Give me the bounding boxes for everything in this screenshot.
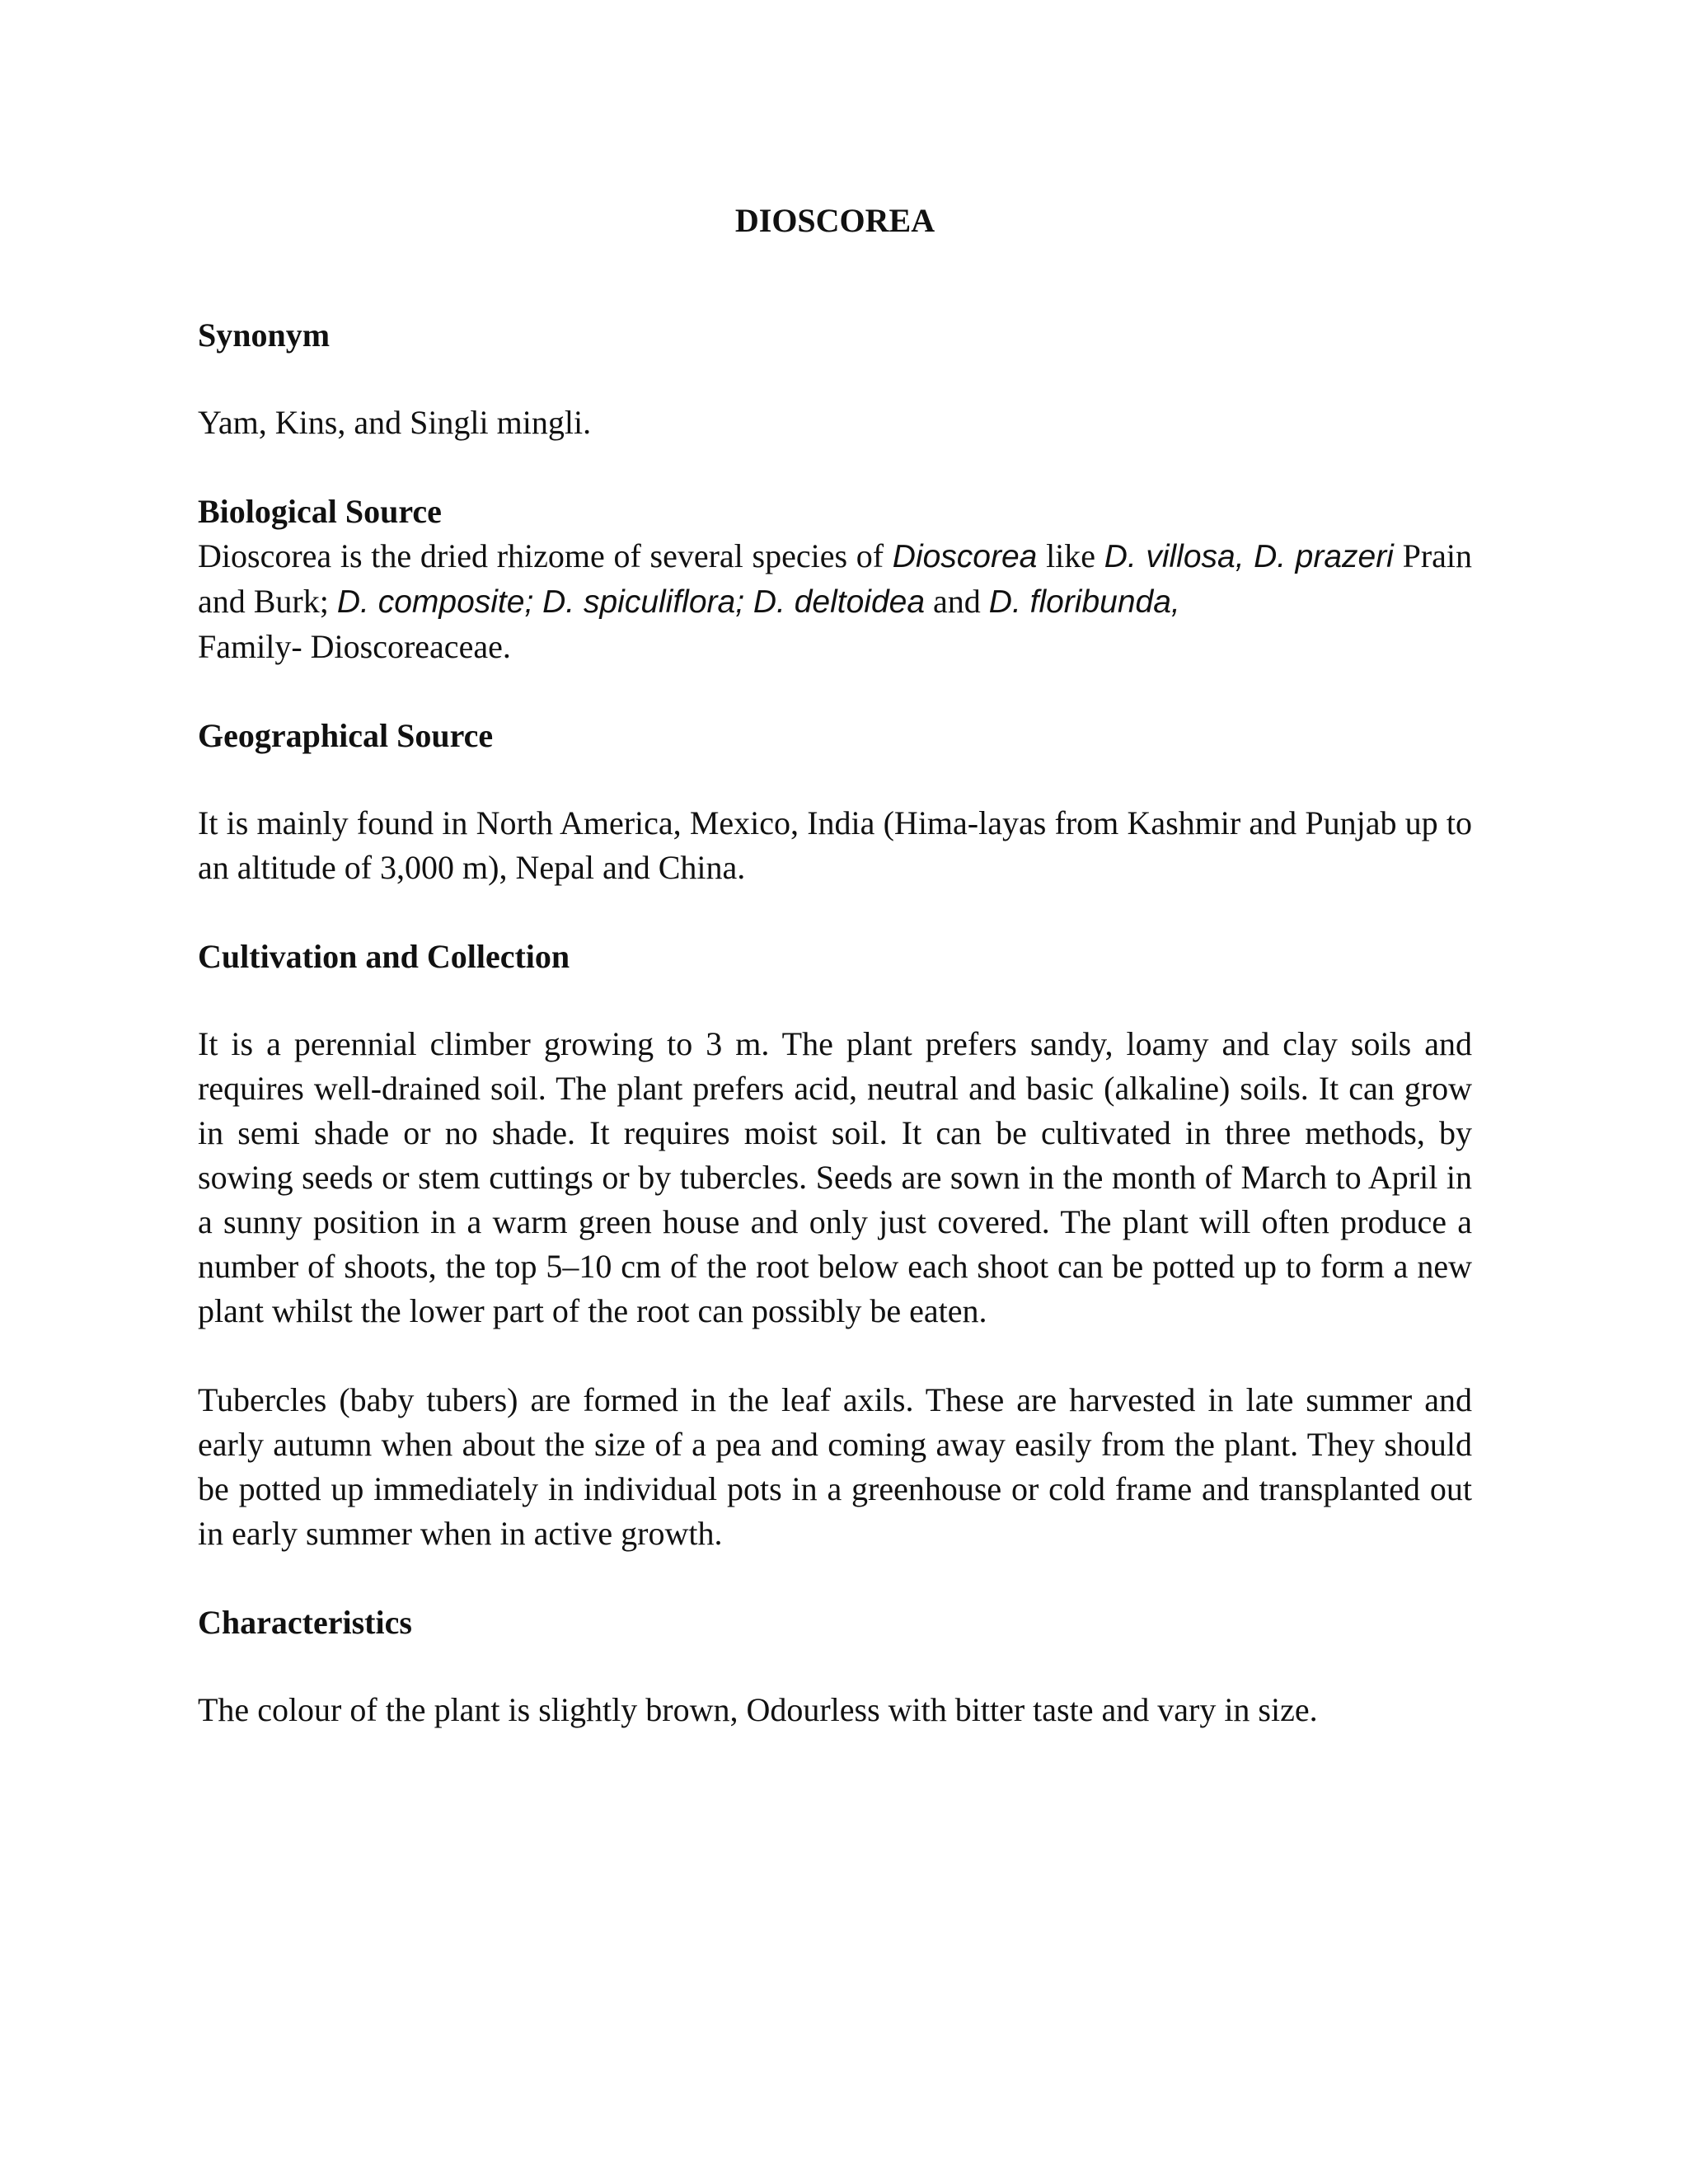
bio-species-italic-1: D. villosa, D. prazeri bbox=[1104, 539, 1394, 574]
characteristics-heading: Characteristics bbox=[198, 1604, 412, 1641]
bio-genus-italic: Dioscorea bbox=[892, 539, 1038, 574]
cultivation-paragraph-1: It is a perennial climber growing to 3 m. The plant prefers sandy, loamy and clay soils and requires well-drained soil. The plant prefers acid, neutral and basic (alkaline) soils. It can grow in semi shade or no shade. It requires moist soil. It can be cultivated in three methods, by sowing seeds or stem cuttings or by tubercles. Seeds are sown in the month of March to April in a sunny position in a warm green house and only just covered. The plant will often produce a number of shoots, the top 5–10 cm of the root below each shoot can be potted up to form a new plant whilst the lower part of the root can possibly be eaten. bbox=[198, 1025, 1472, 1329]
cultivation-heading: Cultivation and Collection bbox=[198, 938, 570, 975]
bio-text-4: and bbox=[925, 583, 989, 620]
biological-source-text bbox=[198, 534, 1472, 625]
page-title: DIOSCOREA bbox=[734, 202, 935, 239]
biological-source-heading: Biological Source bbox=[198, 493, 442, 530]
family-text: Family- Dioscoreaceae. bbox=[198, 628, 511, 665]
synonym-heading: Synonym bbox=[198, 316, 331, 354]
geographical-source-heading: Geographical Source bbox=[198, 717, 494, 754]
bio-text-2: like bbox=[1037, 537, 1104, 574]
document-page bbox=[198, 198, 1472, 1732]
synonym-text: Yam, Kins, and Singli mingli. bbox=[198, 404, 592, 441]
bio-species-italic-3: D. floribunda, bbox=[988, 584, 1180, 620]
bio-text-3: Prain and Burk; bbox=[198, 537, 1473, 620]
bio-text-1: Dioscorea is the dried rhizome of several species of bbox=[198, 537, 893, 574]
geographical-source-text: It is mainly found in North America, Mexico, India (Hima-layas from Kashmir and Punjab up to an altitude of 3,000 m), Nepal and China. bbox=[198, 804, 1472, 886]
cultivation-paragraph-2: Tubercles (baby tubers) are formed in the leaf axils. These are harvested in late summer and early autumn when about the size of a pea and coming away easily from the plant. They should be potted up immediately in individual pots in a greenhouse or cold frame and transplanted out in early summer when in active growth. bbox=[198, 1381, 1472, 1552]
characteristics-text: The colour of the plant is slightly brown, Odourless with bitter taste and vary in size. bbox=[198, 1691, 1318, 1728]
bio-species-italic-2: D. composite; D. spiculiflora; D. deltoidea bbox=[336, 584, 926, 620]
